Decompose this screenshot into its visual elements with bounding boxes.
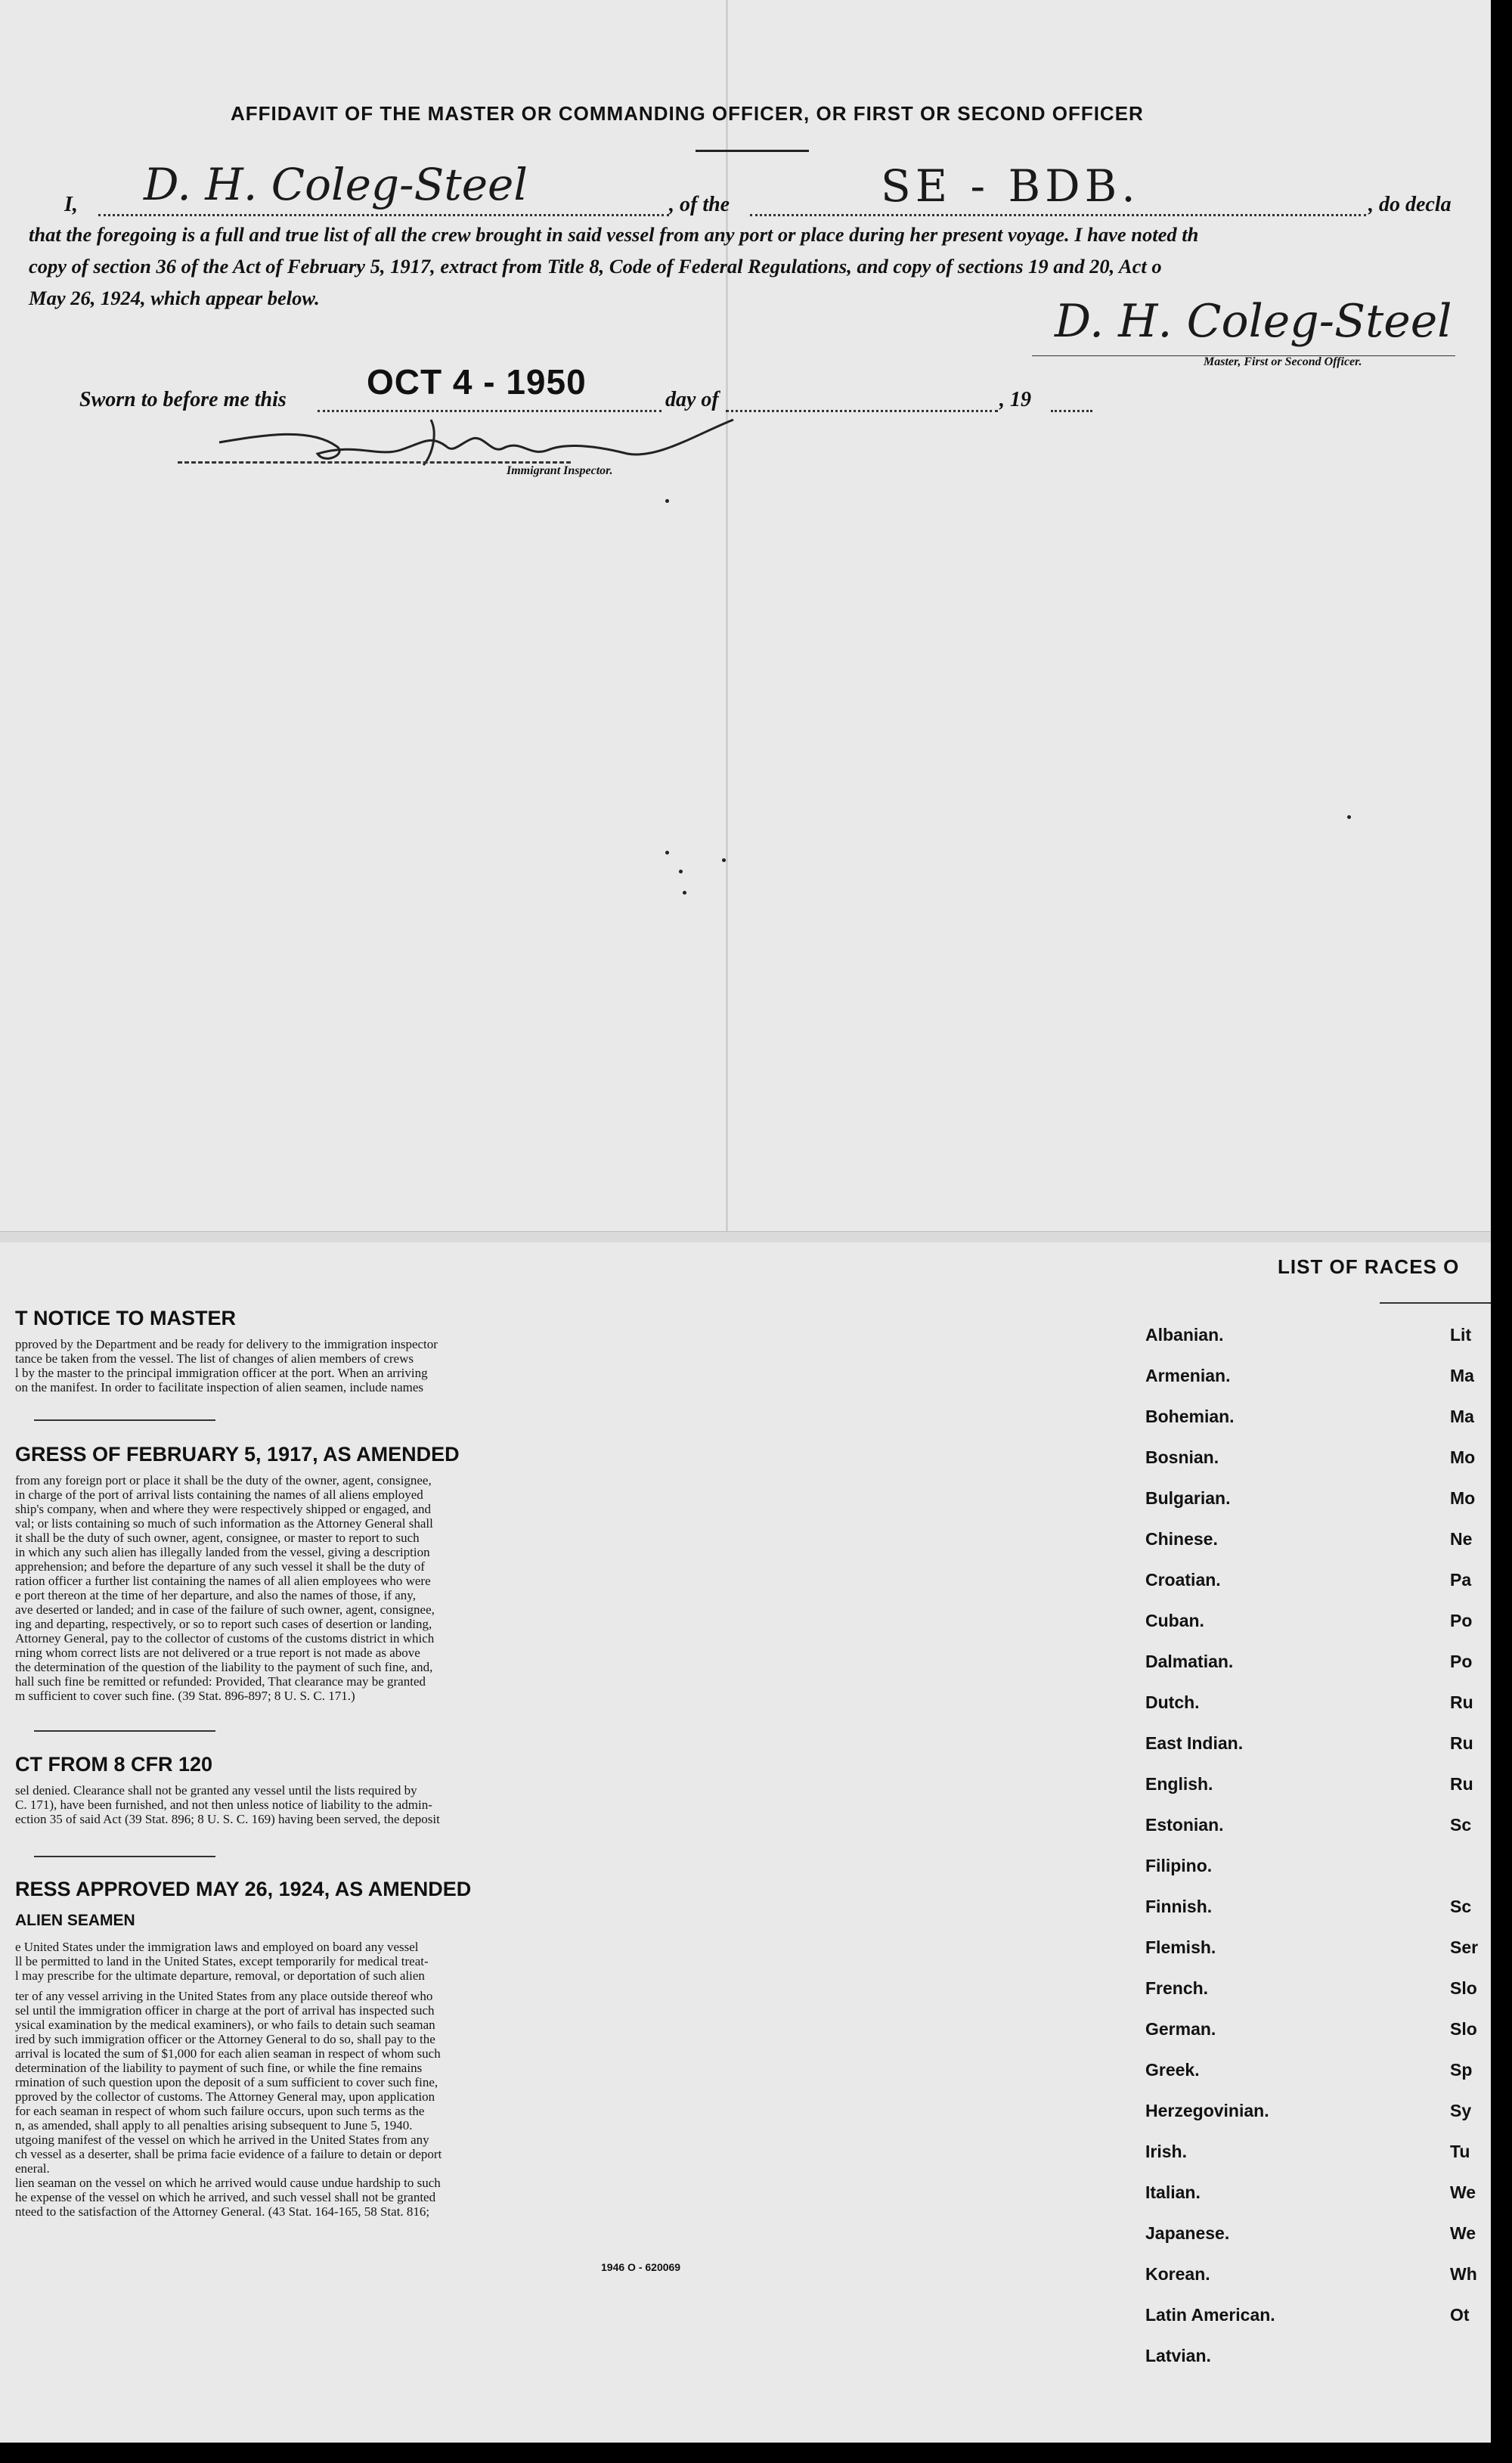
race-item: Pa <box>1450 1570 1472 1590</box>
cfr-heading: CT FROM 8 CFR 120 <box>15 1753 213 1776</box>
officer-name-handwritten: D. H. Coleg-Steel <box>144 159 528 210</box>
cfr-line: sel denied. Clearance shall not be granted any vessel until the lists required by <box>15 1783 417 1798</box>
sworn-date-stamp: OCT 4 - 1950 <box>367 362 587 402</box>
act-1917-line: ing and departing, respectively, or so to report such cases of desertion or landing, <box>15 1617 432 1631</box>
act-1917-line: hall such fine be remitted or refunded: Provided, That clearance may be granted <box>15 1674 426 1689</box>
print-code: 1946 O - 620069 <box>601 2261 681 2273</box>
race-item: Latin American. <box>1145 2305 1275 2325</box>
race-item: Ru <box>1450 1692 1473 1712</box>
section-rule <box>34 1419 215 1421</box>
act-1924-line: ysical examination by the medical examiners), or who fails to detain such seaman <box>15 2018 435 2032</box>
act-1917-body <box>15 1473 435 1703</box>
notice-line: pproved by the Department and be ready for delivery to the immigration inspector <box>15 1337 438 1351</box>
act-1924-line: utgoing manifest of the vessel on which he arrived in the United States from any <box>15 2133 429 2147</box>
act-1917-heading: GRESS OF FEBRUARY 5, 1917, AS AMENDED <box>15 1443 460 1466</box>
race-item: Cuban. <box>1145 1611 1204 1630</box>
act-1917-line: ration officer a further list containing the names of all alien employees who were <box>15 1574 431 1588</box>
notice-heading: T NOTICE TO MASTER <box>15 1307 237 1329</box>
race-item: Japanese. <box>1145 2223 1230 2243</box>
act-1924-line: eneral. <box>15 2161 50 2176</box>
act-1924-line: lien seaman on the vessel on which he arrived would cause undue hardship to such <box>15 2176 441 2190</box>
sworn-year-line <box>1051 410 1092 412</box>
race-item: Finnish. <box>1145 1897 1213 1916</box>
race-item: Wh <box>1450 2264 1477 2284</box>
cfr-line: C. 171), have been furnished, and not then unless notice of liability to the admin- <box>15 1798 432 1812</box>
act-1917-line: ship's company, when and where they were respectively shipped or engaged, and <box>15 1502 432 1516</box>
act-1917-line: e port thereon at the time of her departure, and also the names of those, if any, <box>15 1588 416 1602</box>
race-item: Irish. <box>1145 2142 1187 2161</box>
race-item: Ot <box>1450 2305 1470 2325</box>
races-title-rule <box>1380 1302 1493 1304</box>
inspector-caption: Immigrant Inspector. <box>507 464 613 477</box>
master-signature: D. H. Coleg-Steel <box>1055 295 1452 348</box>
act-1917-line: the determination of the question of the liability to the payment of such fine, and, <box>15 1660 433 1674</box>
race-item: We <box>1450 2223 1476 2243</box>
act-1924-heading: RESS APPROVED MAY 26, 1924, AS AMENDED <box>15 1878 472 1900</box>
race-item: German. <box>1145 2019 1216 2039</box>
race-item: Lit <box>1450 1325 1472 1345</box>
race-item: Herzegovinian. <box>1145 2101 1269 2120</box>
act-1917-line: rning whom correct lists are not delivered or a true report is not made as above <box>15 1646 420 1660</box>
race-item: Ne <box>1450 1529 1473 1549</box>
race-item: Dutch. <box>1145 1692 1200 1712</box>
act-1924-line: arrival is located the sum of $1,000 for each alien seaman in respect of whom such <box>15 2046 441 2061</box>
race-item: Dalmatian. <box>1145 1652 1234 1671</box>
speck <box>665 499 669 503</box>
speck <box>722 858 726 862</box>
act-1924-line: e United States under the immigration laws and employed on board any vessel <box>15 1940 419 1954</box>
race-item: Latvian. <box>1145 2346 1211 2365</box>
affidavit-line-3: copy of section 36 of the Act of February 5, 1917, extract from Title 8, Code of Federal Regulations, and copy of sections 19 and 20, Act o <box>29 255 1162 278</box>
race-item: Mo <box>1450 1488 1476 1508</box>
race-item: Armenian. <box>1145 1366 1231 1385</box>
sworn-year: , 19 <box>999 388 1031 411</box>
affidavit-title: AFFIDAVIT OF THE MASTER OR COMMANDING OFFICER, OR FIRST OR SECOND OFFICER <box>231 102 1144 125</box>
race-item: Sc <box>1450 1815 1472 1835</box>
affidavit-i: I, <box>64 193 78 216</box>
race-item: Ser <box>1450 1937 1479 1957</box>
notice-line: tance be taken from the vessel. The list of changes of alien members of crews <box>15 1351 414 1366</box>
races-title: LIST OF RACES O <box>1278 1255 1460 1278</box>
notice-line: on the manifest. In order to facilitate inspection of alien seamen, include names <box>15 1380 424 1394</box>
officer-name-line <box>98 214 669 216</box>
race-item: Bulgarian. <box>1145 1488 1231 1508</box>
race-item: Italian. <box>1145 2182 1201 2202</box>
section-rule <box>34 1856 215 1857</box>
fold-crease-vertical <box>726 0 728 1240</box>
act-1917-line: ave deserted or landed; and in case of the failure of such owner, agent, consignee, <box>15 1602 435 1617</box>
race-item: Greek. <box>1145 2060 1200 2080</box>
vessel-line <box>750 214 1366 216</box>
act-1917-line: Attorney General, pay to the collector of customs of the customs district in which <box>15 1631 435 1646</box>
vessel-handwritten: SE - BDB. <box>881 160 1140 212</box>
act-1917-line: m sufficient to cover such fine. (39 Stat. 896-897; 8 U. S. C. 171.) <box>15 1689 355 1703</box>
race-item: Flemish. <box>1145 1937 1216 1957</box>
race-item: Po <box>1450 1611 1473 1630</box>
act-1924-line: he expense of the vessel on which he arrived, and such vessel shall not be granted <box>15 2190 436 2204</box>
act-1917-line: in charge of the port of arrival lists containing the names of all aliens employed <box>15 1487 423 1502</box>
act-1917-line: val; or lists containing so much of such information as the Attorney General shall <box>15 1516 433 1531</box>
race-item: Filipino. <box>1145 1856 1213 1875</box>
race-item: Croatian. <box>1145 1570 1221 1590</box>
speck <box>679 870 683 873</box>
act-1924-line: ll be permitted to land in the United States, except temporarily for medical treat- <box>15 1954 429 1968</box>
speck <box>665 851 669 855</box>
race-item: We <box>1450 2182 1476 2202</box>
inspector-signature <box>204 412 748 473</box>
title-rule <box>696 150 809 152</box>
race-item: Ma <box>1450 1407 1474 1426</box>
race-item: Sy <box>1450 2101 1472 2120</box>
act-1924-body <box>15 1940 442 2219</box>
act-1917-line: it shall be the duty of such owner, agent, consignee, or master to report to such <box>15 1531 420 1545</box>
act-1924-line: ter of any vessel arriving in the United States from any place outside thereof who <box>15 1989 433 2003</box>
race-item: Ma <box>1450 1366 1474 1385</box>
race-item: French. <box>1145 1978 1209 1998</box>
affidavit-line-2: that the foregoing is a full and true list of all the crew brought in said vessel from any port or place during her present voyage. I have noted th <box>29 223 1199 246</box>
master-caption: Master, First or Second Officer. <box>1204 355 1362 368</box>
race-item: Slo <box>1450 1978 1477 1998</box>
race-item: Ru <box>1450 1733 1473 1753</box>
race-item: Po <box>1450 1652 1473 1671</box>
race-item: English. <box>1145 1774 1213 1794</box>
sworn-prefix: Sworn to before me this <box>79 388 287 411</box>
act-1924-line: ired by such immigration officer or the Attorney General to do so, shall pay to the <box>15 2032 435 2046</box>
race-item: Slo <box>1450 2019 1477 2039</box>
speck <box>683 891 686 895</box>
act-1917-line: in which any such alien has illegally landed from the vessel, giving a description <box>15 1545 430 1559</box>
affidavit-of-the: , of the <box>669 193 730 216</box>
cfr-line: ection 35 of said Act (39 Stat. 896; 8 U. S. C. 169) having been served, the deposit <box>15 1812 440 1826</box>
act-1924-line: l may prescribe for the ultimate departure, removal, or deportation of such alien <box>15 1968 425 1983</box>
race-item: Bohemian. <box>1145 1407 1235 1426</box>
act-1924-line: ch vessel as a deserter, shall be prima facie evidence of a failure to detain or deport <box>15 2147 442 2161</box>
race-item: Chinese. <box>1145 1529 1218 1549</box>
race-item: Mo <box>1450 1447 1476 1467</box>
race-item: Sc <box>1450 1897 1472 1916</box>
fold-crease-horizontal <box>0 1231 1491 1242</box>
section-rule <box>34 1730 215 1732</box>
sworn-month-line <box>726 410 998 412</box>
act-1924-line: nteed to the satisfaction of the Attorney General. (43 Stat. 164-165, 58 Stat. 816; <box>15 2204 430 2219</box>
speck <box>1347 815 1351 819</box>
act-1924-line: rmination of such question upon the deposit of a sum sufficient to cover such fine, <box>15 2075 438 2089</box>
act-1924-line: pproved by the collector of customs. The Attorney General may, upon application <box>15 2089 435 2104</box>
act-1924-line: for each seaman in respect of whom such failure occurs, upon such terms as the <box>15 2104 425 2118</box>
race-item: Bosnian. <box>1145 1447 1219 1467</box>
race-item: Estonian. <box>1145 1815 1224 1835</box>
act-1924-line: n, as amended, shall apply to all penalties arising subsequent to June 5, 1940. <box>15 2118 413 2133</box>
race-item: Tu <box>1450 2142 1470 2161</box>
act-1917-line: apprehension; and before the departure of any such vessel it shall be the duty of <box>15 1559 425 1574</box>
act-1924-line: sel until the immigration officer in charge at the port of arrival has inspected such <box>15 2003 435 2018</box>
act-1924-subheading: ALIEN SEAMEN <box>15 1912 135 1929</box>
sworn-day-of: day of <box>665 388 719 411</box>
paragraph-gap <box>15 1983 442 1989</box>
notice-line: l by the master to the principal immigration officer at the port. When an arriving <box>15 1366 428 1380</box>
race-item: Ru <box>1450 1774 1473 1794</box>
race-item: Albanian. <box>1145 1325 1224 1345</box>
affidavit-line-4: May 26, 1924, which appear below. <box>29 287 320 309</box>
inspector-signature-line <box>178 461 571 464</box>
cfr-body <box>15 1783 440 1826</box>
race-item: Korean. <box>1145 2264 1210 2284</box>
race-item: Sp <box>1450 2060 1473 2080</box>
act-1924-line: determination of the liability to payment of such fine, or while the fine remains <box>15 2061 423 2075</box>
notice-body <box>15 1337 438 1394</box>
affidavit-do-declare: , do decla <box>1368 193 1452 216</box>
race-item: East Indian. <box>1145 1733 1244 1753</box>
act-1917-line: from any foreign port or place it shall be the duty of the owner, agent, consignee, <box>15 1473 432 1487</box>
